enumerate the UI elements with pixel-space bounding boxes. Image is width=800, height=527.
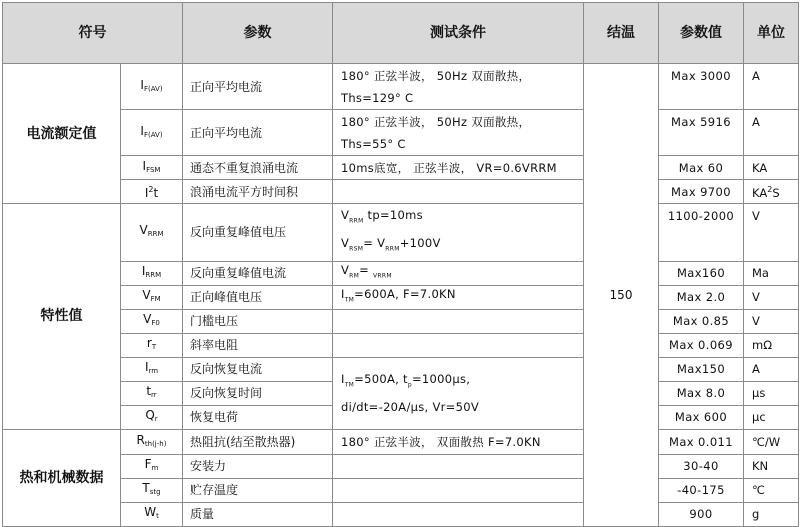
value-cell: Max160 [659, 261, 744, 285]
param-cell: 门槛电压 [183, 309, 333, 333]
cond-tail: =600A, F=7.0KN [354, 286, 456, 301]
cond-mid: = [359, 262, 374, 277]
symbol-cell [121, 110, 183, 156]
param-cell: 正向平均电流 [183, 110, 333, 156]
cond-sub: RSM [349, 245, 364, 253]
condition-cell [333, 502, 584, 526]
symbol-main: r [146, 336, 152, 351]
condition-line: di/dt=-20A/μs, Vr=50V [341, 400, 479, 415]
cond-mid: = V [363, 236, 386, 251]
unit-cell: Ma [744, 261, 799, 285]
condition-line [341, 204, 583, 232]
symbol-sub: r [154, 415, 158, 424]
value-cell: Max 600 [659, 405, 744, 429]
param-cell: 贮存温度 [183, 478, 333, 502]
table-row [3, 333, 799, 357]
spec-table [2, 2, 799, 527]
symbol-sub: T [151, 343, 157, 352]
value-cell: Max150 [659, 357, 744, 381]
value-cell: Max 3000 [659, 64, 744, 110]
symbol-main: R [136, 432, 145, 447]
value-cell: -40-175 [659, 478, 744, 502]
value-cell: Max 0.011 [659, 429, 744, 454]
table-row [3, 454, 799, 478]
param-cell: 反向重复峰值电流 [183, 261, 333, 285]
symbol-main: I [140, 77, 144, 92]
symbol-main: V [142, 288, 151, 303]
symbol-sub: RRM [147, 230, 164, 239]
unit-sup: 2 [767, 185, 773, 195]
table-row [3, 285, 799, 309]
param-cell: 浪涌电流平方时间积 [183, 180, 333, 204]
cond-tail: =1000μs, [411, 371, 471, 386]
condition-cell [333, 180, 584, 204]
symbol-main: V [139, 223, 148, 238]
cond-main: V [341, 262, 350, 277]
condition-line [341, 232, 583, 260]
junction-temp-cell: 150 [584, 64, 659, 527]
value-cell: Max 60 [659, 156, 744, 180]
symbol-sub: F(AV) [143, 130, 163, 139]
symbol-sub: FM [150, 295, 161, 304]
header-condition: 测试条件 [333, 3, 584, 64]
value-cell: Max 0.85 [659, 309, 744, 333]
value-cell: 1100-2000 [659, 204, 744, 262]
condition-cell [333, 285, 584, 309]
cond-mid: =500A, t [354, 371, 408, 386]
cond-sub: RRM [385, 245, 400, 253]
symbol-cell [121, 285, 183, 309]
symbol-cell [121, 478, 183, 502]
cond-sub: RM [349, 272, 360, 280]
table-row [3, 64, 799, 110]
unit-cell: μs [744, 381, 799, 405]
param-cell: 反向恢复时间 [183, 381, 333, 405]
condition-cell [333, 64, 584, 110]
unit-tail: S [772, 185, 780, 200]
header-tj: 结温 [584, 3, 659, 64]
unit-cell: ℃ [744, 478, 799, 502]
table-row [3, 478, 799, 502]
condition-cell: 180° 正弦半波， 双面散热 F=7.0KN [333, 429, 584, 454]
symbol-main: F [144, 457, 152, 472]
symbol-cell [121, 333, 183, 357]
symbol-cell [121, 204, 183, 262]
cond-sub: p [407, 381, 412, 389]
table-row [3, 156, 799, 180]
condition-cell [333, 261, 584, 285]
header-unit: 单位 [744, 3, 799, 64]
cond-sub: RRM [349, 217, 364, 225]
condition-cell [333, 478, 584, 502]
symbol-sup: 2 [148, 185, 154, 194]
condition-line: Ths=55° C [341, 136, 406, 151]
table-row [3, 309, 799, 333]
table-row [3, 261, 799, 285]
value-cell: Max 9700 [659, 180, 744, 204]
param-cell: 正向平均电流 [183, 64, 333, 110]
table-row [3, 502, 799, 526]
param-cell: 反向恢复电流 [183, 357, 333, 381]
table-row [3, 180, 799, 204]
param-cell: 正向峰值电压 [183, 285, 333, 309]
cond-main: V [341, 236, 350, 251]
param-cell: 通态不重复浪涌电流 [183, 156, 333, 180]
symbol-main: t [146, 384, 152, 399]
table-row [3, 204, 799, 262]
unit-cell: V [744, 204, 799, 262]
unit-cell: μc [744, 405, 799, 429]
value-cell: Max 0.069 [659, 333, 744, 357]
unit-cell: A [744, 110, 799, 156]
symbol-sub: FSM [146, 165, 161, 174]
header-symbol: 符号 [3, 3, 183, 64]
unit-cell: A [744, 64, 799, 110]
unit-cell: A [744, 357, 799, 381]
symbol-sub: rr [151, 391, 157, 400]
symbol-cell [121, 429, 183, 454]
symbol-cell [121, 381, 183, 405]
symbol-cell [121, 64, 183, 110]
header-row [3, 3, 799, 64]
condition-cell [333, 110, 584, 156]
unit-cell [744, 180, 799, 204]
condition-line: 180° 正弦半波， 50Hz 双面散热， [341, 114, 531, 129]
param-cell: 安装力 [183, 454, 333, 478]
unit-cell: mΩ [744, 333, 799, 357]
symbol-main: I [144, 360, 149, 375]
group-thermal-mechanical: 热和机械数据 [3, 429, 121, 526]
table-row [3, 357, 799, 381]
symbol-cell [121, 454, 183, 478]
value-cell: 30-40 [659, 454, 744, 478]
condition-cell: 10ms底宽， 正弦半波， VR=0.6VRRM [333, 156, 584, 180]
symbol-sub: rm [148, 367, 159, 376]
cond-sub: VRRM [373, 272, 392, 280]
unit-cell: V [744, 285, 799, 309]
symbol-cell [121, 156, 183, 180]
param-cell: 质量 [183, 502, 333, 526]
unit-cell: KN [744, 454, 799, 478]
symbol-main: W [144, 505, 157, 520]
symbol-main: Q [145, 408, 155, 423]
symbol-sub: F(AV) [143, 84, 163, 93]
header-value: 参数值 [659, 3, 744, 64]
condition-cell [333, 454, 584, 478]
condition-cell [333, 333, 584, 357]
group-characteristics: 特性值 [3, 204, 121, 430]
symbol-cell [121, 357, 183, 381]
unit-main: KA [752, 185, 768, 200]
symbol-cell [121, 405, 183, 429]
symbol-cell [121, 180, 183, 204]
cond-main: I [341, 286, 345, 301]
cond-sub: TM [344, 381, 355, 389]
symbol-sub: th(j-h) [144, 439, 167, 448]
condition-cell [333, 357, 584, 429]
param-cell: 斜率电阻 [183, 333, 333, 357]
param-cell: 恢复电荷 [183, 405, 333, 429]
symbol-main: I [144, 186, 149, 200]
condition-line: 180° 正弦半波， 50Hz 双面散热， [341, 68, 531, 83]
symbol-cell [121, 309, 183, 333]
symbol-sub: m [151, 464, 159, 473]
condition-line [341, 368, 583, 396]
value-cell: Max 2.0 [659, 285, 744, 309]
group-current-rating: 电流额定值 [3, 64, 121, 204]
table-row [3, 110, 799, 156]
symbol-sub: stg [149, 488, 161, 497]
value-cell: Max 8.0 [659, 381, 744, 405]
cond-tail: tp=10ms [363, 208, 423, 222]
param-cell: 反向重复峰值电压 [183, 204, 333, 262]
cond-sub: TM [344, 296, 355, 304]
value-cell: 900 [659, 502, 744, 526]
condition-line: Ths=129° C [341, 90, 414, 105]
table-row [3, 429, 799, 454]
unit-cell: V [744, 309, 799, 333]
header-param: 参数 [183, 3, 333, 64]
cond-main: I [341, 371, 345, 386]
unit-cell: g [744, 502, 799, 526]
symbol-tail: t [153, 186, 159, 200]
unit-cell: ℃/W [744, 429, 799, 454]
symbol-sub: RRM [145, 271, 162, 280]
symbol-cell [121, 502, 183, 526]
symbol-sub: t [156, 512, 159, 521]
cond-tail: +100V [399, 236, 441, 251]
condition-cell [333, 204, 584, 262]
symbol-main: I [142, 158, 147, 173]
symbol-sub: F0 [151, 319, 160, 328]
param-cell: 热阻抗(结至散热器) [183, 429, 333, 454]
unit-cell: KA [744, 156, 799, 180]
symbol-main: I [140, 123, 144, 138]
cond-main: V [341, 208, 350, 222]
symbol-main: I [141, 264, 146, 279]
value-cell: Max 5916 [659, 110, 744, 156]
symbol-main: T [142, 481, 150, 496]
symbol-main: V [143, 312, 152, 327]
condition-cell [333, 309, 584, 333]
symbol-cell [121, 261, 183, 285]
